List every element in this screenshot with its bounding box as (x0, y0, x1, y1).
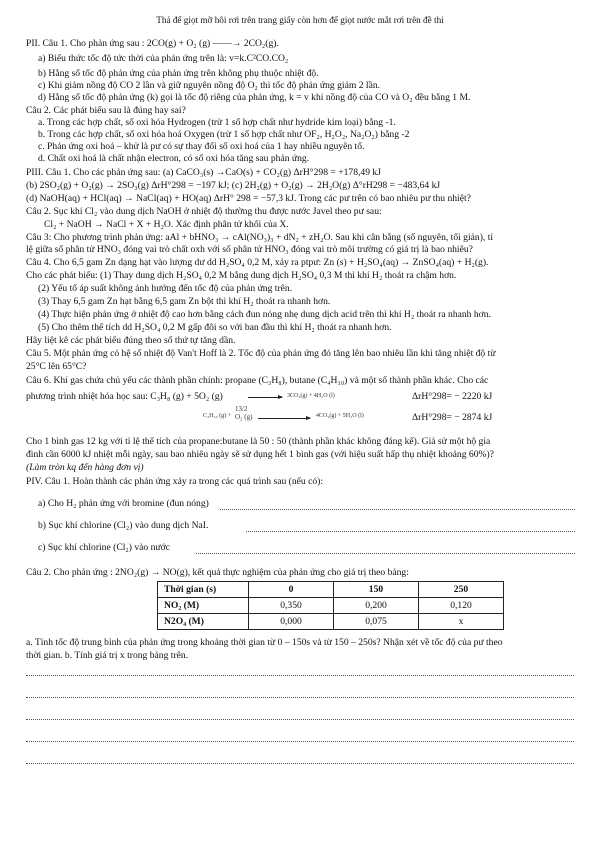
p3-q6-equation-1-enthalpy: ΔrH°298= − 2220 kJ (412, 391, 493, 402)
p3-q1-reactions-bc: (b) 2SO₂(g) + O₂(g) → 2SO₃(g) ΔrH°298 = −197 kJ; (c) 2H₂(g) + O₂(g) → 2H₂O(g) Δ°rH298 = −483,64 kJ (26, 180, 441, 191)
table-header-cell: Thời gian (s) (158, 582, 249, 598)
kinetics-table (157, 581, 504, 630)
p3-q4-statement-4: (4) Thực hiện phản ứng ở nhiệt độ cao hơn bằng cách đun nóng nhẹ dung dịch acid trên thì khí H₂ thoát ra nhanh hơn. (38, 309, 491, 320)
p3-q6-problem-continued: đình cần 6000 kJ nhiệt mỗi ngày, sau bao nhiêu ngày sẽ sử dụng hết 1 bình gas (với hiệu suất hấp thụ nhiệt khoảng 60%)? (26, 449, 494, 460)
table-cell: NO₂ (M) (158, 598, 249, 614)
p4-q1-item-b: b) Sục khí chlorine (Cl₂) vào dung dịch NaI. (38, 520, 209, 531)
answer-line (26, 741, 574, 742)
p3-q4-statement-5: (5) Cho thêm thể tích dd H₂SO₄ 0,2 M gấp đôi so với ban đầu thì khí H₂ thoát ra nhanh hơn. (38, 322, 392, 333)
p3-q6-equation-1-products: 3CO₂(g) + 4H₂O (l) (287, 393, 335, 399)
table-cell: 0,075 (334, 614, 419, 630)
p2-q2-statement-d: d. Chất oxi hoá là chất nhận electron, có số oxi hóa tăng sau phản ứng. (38, 153, 310, 164)
p3-q6-equation-2-enthalpy: ΔrH°298= − 2874 kJ (412, 412, 493, 423)
table-header-cell: 250 (419, 582, 504, 598)
p3-q6-equation-2-oxygen: 13/2 O₂ (g) (235, 405, 253, 421)
table-cell: N2O₄ (M) (158, 614, 249, 630)
p4-question-2: Câu 2. Cho phản ứng : 2NO₂(g) → NO(g), kết quả thực nghiệm của phản ứng cho giá trị theo bảng: (26, 567, 409, 578)
p3-q4-statement-3: (3) Thay 6,5 gam Zn hạt bằng 6,5 gam Zn bột thì khí H₂ thoát ra nhanh hơn. (38, 296, 331, 307)
p3-q2-equation: Cl₂ + NaOH → NaCl + X + H₂O. Xác định phân tử khối của X. (44, 219, 289, 230)
table-cell: 0,350 (249, 598, 334, 614)
p3-q6-rounding-note: (Làm tròn kq đến hàng đơn vị) (26, 462, 144, 473)
p4-q1-item-c: c) Sục khí chlorine (Cl₂) vào nước (38, 542, 170, 553)
table-cell: 0,000 (249, 614, 334, 630)
p4-q2-task-b: thời gian. b. Tính giá trị x trong bảng trên. (26, 650, 189, 661)
p3-question-5: Câu 5. Một phản ứng có hệ số nhiệt độ Van't Hoff là 2. Tốc độ của phản ứng đó tăng lên bao nhiêu lần khi tăng nhiệt độ từ (26, 348, 496, 359)
p3-question-6: Câu 6. Khí gas chứa chủ yếu các thành phần chính: propane (C₃H₈), butane (C₄H₁₀) và một số thành phần khác. Cho các (26, 375, 489, 386)
p4-q2-task-a: a. Tính tốc độ trung bình của phản ứng trong khoảng thời gian từ 0 – 150s và từ 150 – 250s? Nhận xét về tốc độ của pư theo (26, 637, 503, 648)
p3-q6-equation-1-reactants: phương trình nhiệt hóa học sau: C₃H₈ (g) + 5O₂ (g) (26, 391, 223, 402)
p2-question-2: Câu 2. Các phát biểu sau là đúng hay sai? (26, 105, 186, 116)
table-cell: 0,200 (334, 598, 419, 614)
answer-line (26, 719, 574, 720)
p3-q1-reaction-d: (d) NaOH(aq) + HCl(aq) → NaCl(aq) + HO(aq) ΔrH° 298 = −57,3 kJ. Trong các pư trên có bao nhiêu pư thu nhiệt? (26, 193, 471, 204)
p2-question-1: PII. Câu 1. Cho phản ứng sau : 2CO(g) + O₂ (g) ——→ 2CO₂(g). (26, 38, 279, 49)
p3-question-4: Câu 4. Cho 6,5 gam Zn dạng hạt vào lượng dư dd H₂SO₄ 0,2 M, xảy ra ptpư: Zn (s) + H₂SO₄(aq) → ZnSO₄(aq) + H₂(g). (26, 257, 489, 268)
p3-q5-continued: 25°C lên 65°C? (26, 361, 87, 372)
p3-question-2: Câu 2. Sục khí Cl₂ vào dung dịch NaOH ở nhiệt độ thường thu được nước Javel theo pư sau: (26, 206, 382, 217)
answer-line (26, 675, 574, 676)
answer-line (246, 531, 575, 532)
p3-question-3: Câu 3: Cho phương trình phản ứng: aAl + bHNO₃ → cAl(NO₃)₃ + dN₂ + zH₂O. Sau khi cân bằng (số nguyên, tối giản), tỉ (26, 232, 494, 243)
p3-q4-statement-2: (2) Yếu tố áp suất không ảnh hưởng đến tốc độ của phản ứng trên. (38, 283, 293, 294)
reaction-arrow-icon (258, 418, 310, 419)
table-header-row (158, 582, 504, 598)
answer-line (220, 509, 575, 510)
p3-q4-statement-1: Cho các phát biểu: (1) Thay dung dịch H₂SO₄ 0,2 M bằng dung dịch H₂SO₄ 0,3 M thì khí H₂ thoát ra chậm hơn. (26, 270, 457, 281)
answer-line (196, 553, 575, 554)
p3-question-1: PIII. Câu 1. Cho các phản ứng sau: (a) CaCO₃(s) →CaO(s) + CO₂(g) ΔrH°298 = +178,49 kJ (26, 167, 381, 178)
p2-q1-statement-c: c) Khi giảm nồng độ CO 2 lần và giữ nguyên nồng độ O₂ thì tốc độ phản ứng giảm 2 lần. (38, 80, 381, 91)
table-header-cell: 0 (249, 582, 334, 598)
p3-q6-problem: Cho 1 bình gas 12 kg với tỉ lệ thể tích của propane:butane là 50 : 50 (thành phần khác không đáng kể). Giả sử một hộ gia (26, 436, 491, 447)
p2-q1-statement-a: a) Biểu thức tốc độ tức thời của phản ứng trên là: v=k.C²CO.CO₂ (38, 53, 289, 64)
table-row (158, 614, 504, 630)
table-cell: x (419, 614, 504, 630)
answer-line (26, 763, 574, 764)
p3-q6-equation-2-reactant: C₄H₁₀ (g) + (203, 413, 231, 419)
p2-q2-statement-a: a. Trong các hợp chất, số oxi hóa Hydrogen (trừ 1 số hợp chất như hydride kim loại) bằng -1. (38, 117, 396, 128)
p3-q3-continued: lệ giữa số phân tử HNO₃ đóng vai trò chất oxh với số phân tử HNO₃ đóng vai trò môi trường có giá trị là bao nhiêu? (26, 244, 473, 255)
answer-line (26, 697, 574, 698)
page-header: Thả để giọt mỡ hôi rơi trên trang giấy còn hơn để giọt nước mắt rơi trên đề thi (156, 15, 444, 25)
p3-q4-instruction: Hãy liệt kê các phát biểu đúng theo số thứ tự tăng dần. (26, 335, 236, 346)
p2-q2-statement-c: c. Phản ứng oxi hoá – khử là pư có sự thay đổi số oxi hoá của 1 hay nhiều nguyên tố. (38, 141, 365, 152)
p3-q6-equation-2-products: 4CO₂(g) + 5H₂O (l) (316, 413, 364, 419)
reaction-arrow-icon (248, 397, 282, 398)
p2-q1-statement-d: d) Hằng số tốc độ phản ứng (k) gọi là tốc độ riêng của phản ứng, k = v khi nồng độ của CO và O₂ đều bằng 1 M. (38, 92, 471, 103)
table-cell: 0,120 (419, 598, 504, 614)
table-row (158, 598, 504, 614)
p4-question-1: PIV. Câu 1. Hoàn thành các phản ứng xảy ra trong các quá trình sau (nếu có): (26, 476, 324, 487)
p2-q2-statement-b: b. Trong các hợp chất, số oxi hóa hoá Oxygen (trừ 1 số hợp chất như OF₂, H₂O₂, Na₂O₂) bằng -2 (38, 129, 410, 140)
p4-q1-item-a: a) Cho H₂ phản ứng với bromine (đun nóng) (38, 498, 209, 509)
p2-q1-statement-b: b) Hằng số tốc độ phản ứng của phản ứng trên không phụ thuộc nhiệt độ. (38, 68, 319, 79)
table-header-cell: 150 (334, 582, 419, 598)
